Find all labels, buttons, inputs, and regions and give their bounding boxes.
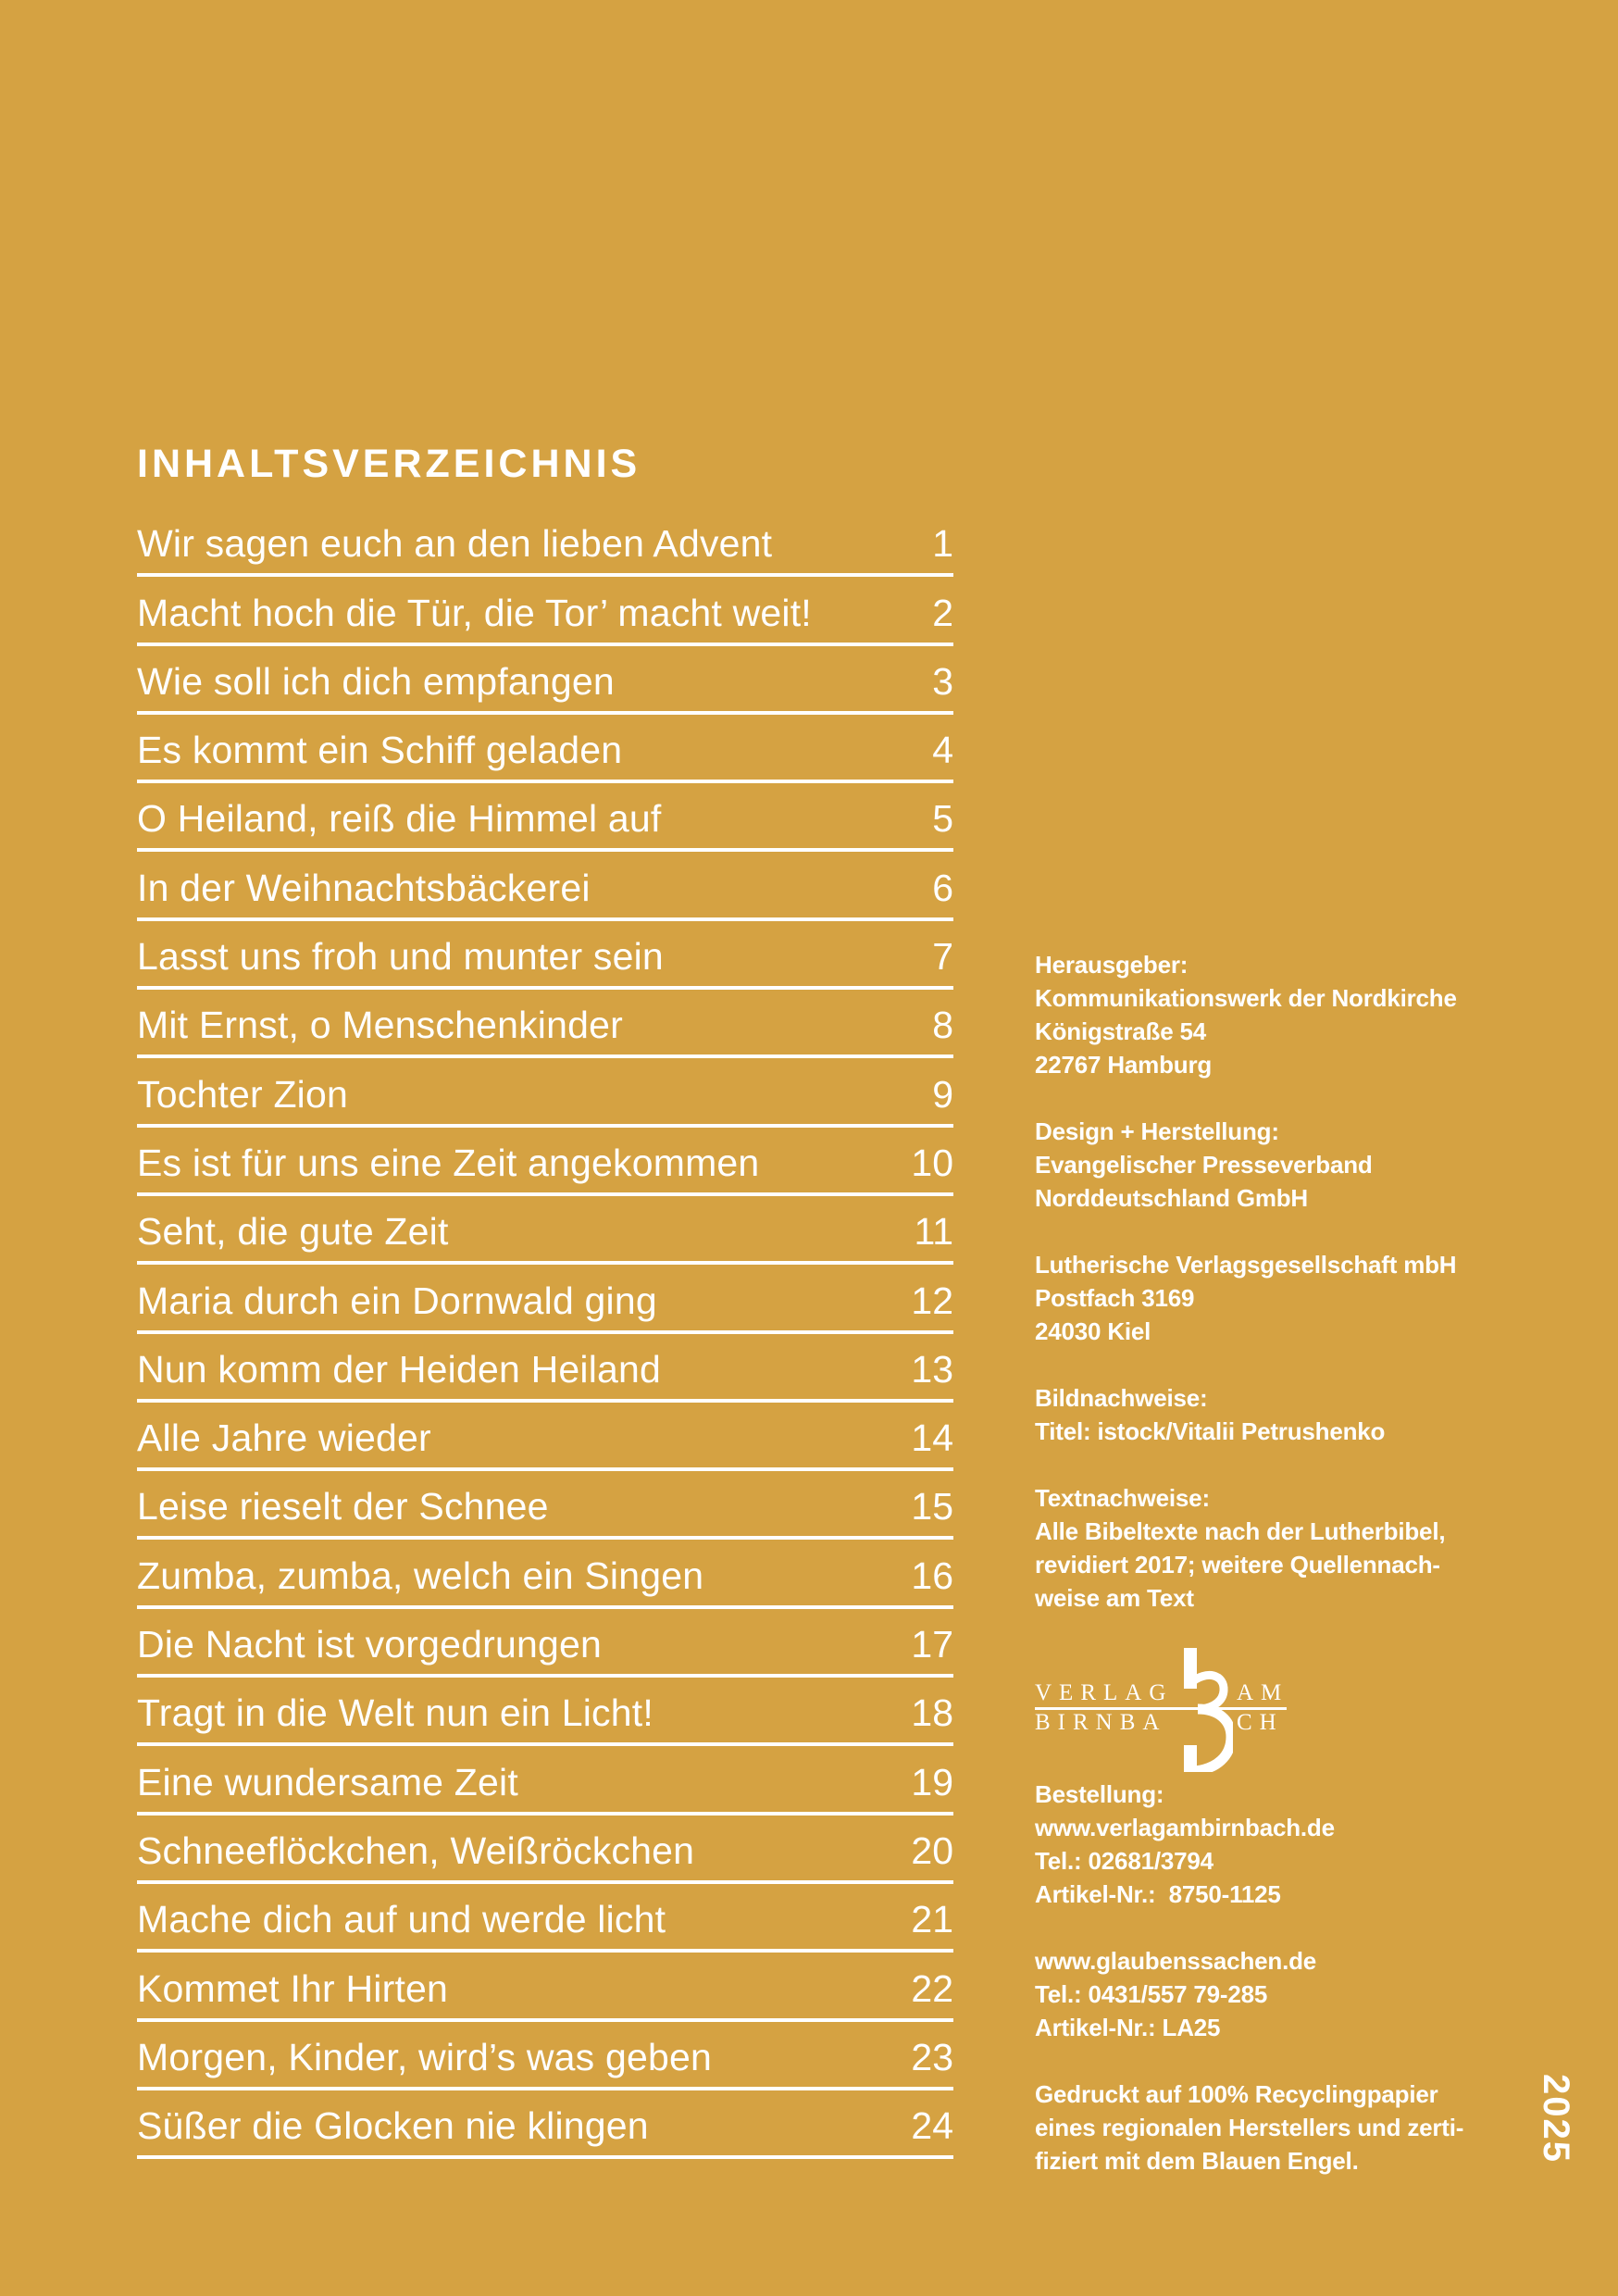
toc-item-title: Schneeflöckchen, Weißröckchen [137,1828,695,1872]
impressum-block [1035,948,1470,1081]
toc-item-title: Tragt in die Welt nun ein Licht! [137,1691,653,1735]
toc-item-page-number: 23 [911,2035,953,2078]
impressum-line: Postfach 3169 [1035,1284,1195,1312]
toc-item-page-number: 22 [911,1966,953,2010]
toc-row [137,1128,953,1196]
logo-text-am: AM [1237,1680,1289,1705]
impressum-block [1035,1944,1470,2044]
impressum-line: Gedruckt auf 100% Recyclingpapier [1035,2080,1438,2108]
toc-row [137,852,953,920]
toc-row [137,1678,953,1746]
toc-row [137,2090,953,2159]
logo-text-verlag: VERLAG [1035,1680,1174,1705]
impressum-block [1035,1248,1470,1348]
toc-item-title: Süßer die Glocken nie klingen [137,2104,649,2148]
toc-list [137,508,953,2159]
toc-item-page-number: 5 [932,797,953,841]
impressum-line: Design + Herstellung: [1035,1117,1279,1145]
toc-item-title: Seht, die gute Zeit [137,1210,449,1254]
toc-item-page-number: 7 [932,935,953,979]
year-label: 2025 [1536,2074,1576,2164]
toc-row [137,1609,953,1678]
toc-item-page-number: 24 [911,2104,953,2148]
impressum-blocks-bottom [1035,1778,1470,2177]
impressum-block [1035,1381,1470,1448]
toc-item-page-number: 13 [911,1347,953,1391]
toc-item-page-number: 9 [932,1072,953,1116]
toc-row [137,646,953,715]
toc-item-title: Mit Ernst, o Menschenkinder [137,1004,623,1047]
impressum-blocks-top [1035,948,1470,1615]
impressum-line: Bildnachweise: [1035,1384,1208,1412]
toc-item-title: Es ist für uns eine Zeit angekommen [137,1141,760,1184]
toc-item-page-number: 1 [932,522,953,566]
toc-row [137,990,953,1058]
toc-item-title: Lasst uns froh und munter sein [137,935,664,979]
logo-text-birnba: BIRNBA [1035,1710,1167,1735]
toc-row [137,921,953,990]
toc-row [137,1471,953,1540]
toc-item-title: Nun komm der Heiden Heiland [137,1347,662,1391]
impressum-line: Bestellung: [1035,1780,1164,1808]
toc-row [137,1953,953,2021]
logo-text-ch: CH [1237,1710,1284,1735]
toc-row [137,1196,953,1265]
toc-row [137,715,953,783]
toc-item-title: O Heiland, reiß die Himmel auf [137,797,662,841]
toc-row [137,783,953,852]
toc-item-title: Die Nacht ist vorgedrungen [137,1623,603,1666]
impressum-block [1035,2078,1470,2177]
impressum-line: 22767 Hamburg [1035,1051,1213,1079]
toc-item-title: In der Weihnachtsbäckerei [137,866,591,909]
impressum-line: Tel.: 02681/3794 [1035,1847,1214,1875]
impressum-line: Titel: istock/Vitalii Petrushenko [1035,1417,1386,1445]
toc-item-page-number: 19 [911,1760,953,1803]
impressum-line: Herausgeber: [1035,951,1189,979]
toc-item-page-number: 11 [914,1210,953,1254]
impressum-line: Alle Bibeltexte nach der Lutherbibel, [1035,1517,1446,1545]
toc-item-page-number: 6 [932,866,953,909]
toc-item-page-number: 18 [911,1691,953,1735]
toc-item-title: Kommet Ihr Hirten [137,1966,449,2010]
toc-row [137,1265,953,1333]
toc-item-title: Macht hoch die Tür, die Tor’ macht weit! [137,591,812,634]
impressum-block [1035,1481,1470,1615]
toc-item-title: Mache dich auf und werde licht [137,1898,666,1941]
toc-row [137,1403,953,1471]
toc-item-title: Morgen, Kinder, wird’s was geben [137,2035,712,2078]
toc-item-page-number: 21 [911,1898,953,1941]
toc-item-page-number: 16 [911,1554,953,1597]
birnbach-3-mark-icon [1174,1648,1233,1772]
toc-item-page-number: 15 [911,1485,953,1529]
impressum-line: Artikel-Nr.: 8750-1125 [1035,1880,1281,1908]
impressum-line: fiziert mit dem Blauen Engel. [1035,2147,1359,2175]
toc-item-page-number: 10 [911,1141,953,1184]
toc-row [137,1540,953,1608]
toc-item-title: Wir sagen euch an den lieben Advent [137,522,773,566]
impressum-line: Kommunikationswerk der Nordkirche [1035,984,1457,1012]
impressum-line: weise am Text [1035,1584,1194,1612]
impressum-line: Königstraße 54 [1035,1017,1207,1045]
impressum-column [1035,948,1470,2211]
toc-item-title: Es kommt ein Schiff geladen [137,729,623,772]
impressum-line: revidiert 2017; weitere Quellennach- [1035,1551,1440,1578]
impressum-block [1035,1115,1470,1215]
impressum-line: Norddeutschland GmbH [1035,1184,1309,1212]
impressum-line: Textnachweise: [1035,1484,1210,1512]
toc-item-title: Tochter Zion [137,1072,349,1116]
impressum-line: Evangelischer Presseverband [1035,1151,1373,1179]
toc-item-title: Maria durch ein Dornwald ging [137,1279,657,1322]
toc-item-page-number: 4 [932,729,953,772]
toc-item-title: Zumba, zumba, welch ein Singen [137,1554,704,1597]
impressum-line: Tel.: 0431/557 79-285 [1035,1980,1268,2008]
toc-item-page-number: 3 [932,659,953,703]
impressum-block [1035,1778,1470,1911]
publisher-logo [1035,1648,1287,1772]
toc-row [137,508,953,577]
toc-item-page-number: 14 [911,1416,953,1460]
toc-item-title: Wie soll ich dich empfangen [137,659,615,703]
impressum-line: www.glaubenssachen.de [1035,1947,1317,1975]
impressum-line: Lutherische Verlagsgesellschaft mbH [1035,1251,1457,1279]
toc-item-page-number: 2 [932,591,953,634]
page-title: INHALTSVERZEICHNIS [137,441,641,486]
toc-row [137,1884,953,1953]
toc-row [137,1058,953,1127]
toc-row [137,1746,953,1815]
impressum-line: Artikel-Nr.: LA25 [1035,2014,1221,2041]
toc-item-page-number: 12 [911,1279,953,1322]
toc-item-page-number: 20 [911,1828,953,1872]
toc-row [137,1334,953,1403]
toc-row [137,577,953,645]
toc-item-page-number: 8 [932,1004,953,1047]
toc-item-page-number: 17 [911,1623,953,1666]
toc-item-title: Eine wundersame Zeit [137,1760,518,1803]
impressum-line: www.verlagambirnbach.de [1035,1814,1335,1841]
impressum-line: eines regionalen Herstellers und zerti- [1035,2114,1464,2141]
impressum-line: 24030 Kiel [1035,1317,1151,1345]
toc-item-title: Leise rieselt der Schnee [137,1485,549,1529]
toc-item-title: Alle Jahre wieder [137,1416,431,1460]
toc-row [137,2022,953,2090]
toc-row [137,1816,953,1884]
